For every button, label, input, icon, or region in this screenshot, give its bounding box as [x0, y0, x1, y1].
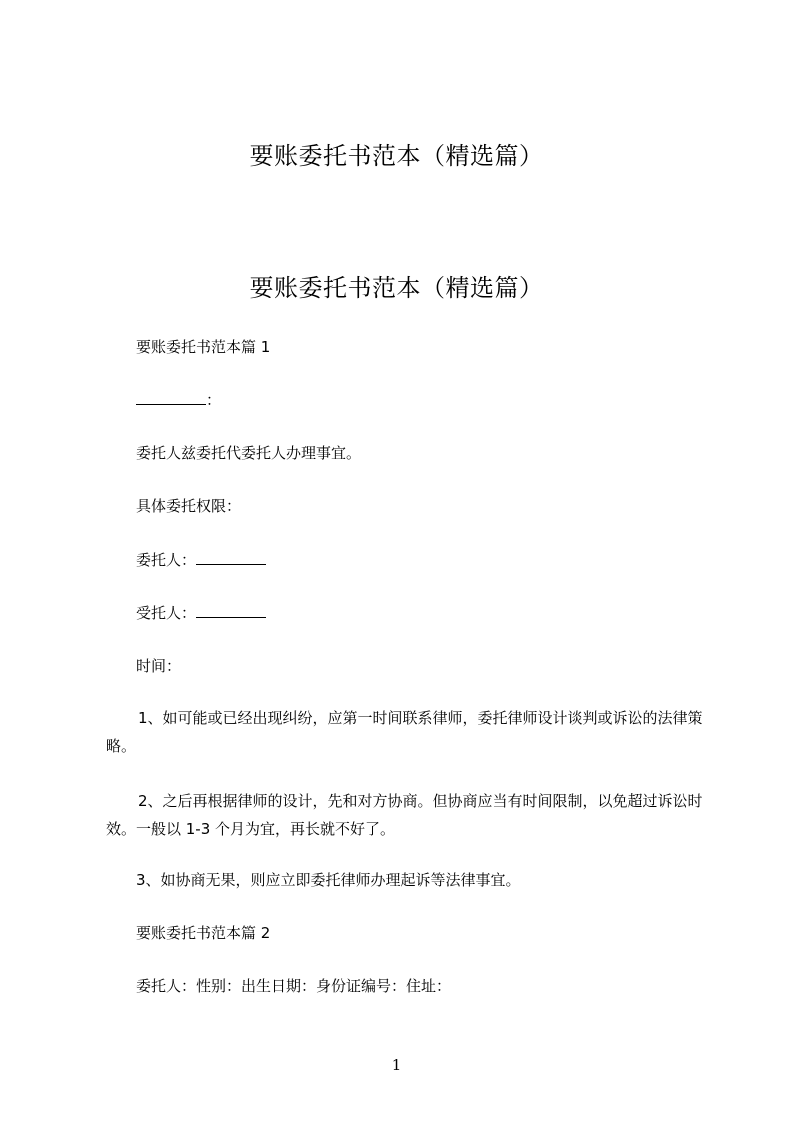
principal-info-paragraph: 委托人：性别：出生日期：身份证编号：住址： — [136, 977, 452, 995]
agent-line — [136, 603, 266, 623]
salutation-line — [136, 390, 221, 410]
item-1-paragraph: 1、如可能或已经出现纠纷，应第一时间联系律师，委托律师设计谈判或诉讼的法律策略。 — [106, 709, 703, 755]
agent-label: 受托人： — [136, 604, 197, 622]
section-1-heading: 要账委托书范本篇 1 — [136, 338, 271, 356]
salutation-blank — [136, 390, 206, 405]
section-2-heading: 要账委托书范本篇 2 — [136, 924, 271, 942]
document-header-title: 要账委托书范本（精选篇） — [249, 142, 544, 170]
principal-line — [136, 550, 266, 570]
item-3-paragraph: 3、如协商无果，则应立即委托律师办理起诉等法律事宜。 — [136, 871, 521, 889]
principal-blank — [196, 550, 266, 565]
principal-label: 委托人： — [136, 551, 197, 569]
item-2-paragraph: 2、之后再根据律师的设计，先和对方协商。但协商应当有时间限制，以免超过诉讼时效。一般以 1-3 个月为宜，再长就不好了。 — [106, 792, 703, 838]
main-title: 要账委托书范本（精选篇） — [249, 274, 544, 302]
scope-paragraph: 具体委托权限： — [136, 497, 242, 515]
page-number: 1 — [391, 1056, 402, 1074]
entrust-paragraph: 委托人兹委托代委托人办理事宜。 — [136, 444, 362, 462]
agent-blank — [196, 603, 266, 618]
time-paragraph: 时间： — [136, 657, 182, 675]
salutation-colon: ： — [206, 391, 222, 409]
